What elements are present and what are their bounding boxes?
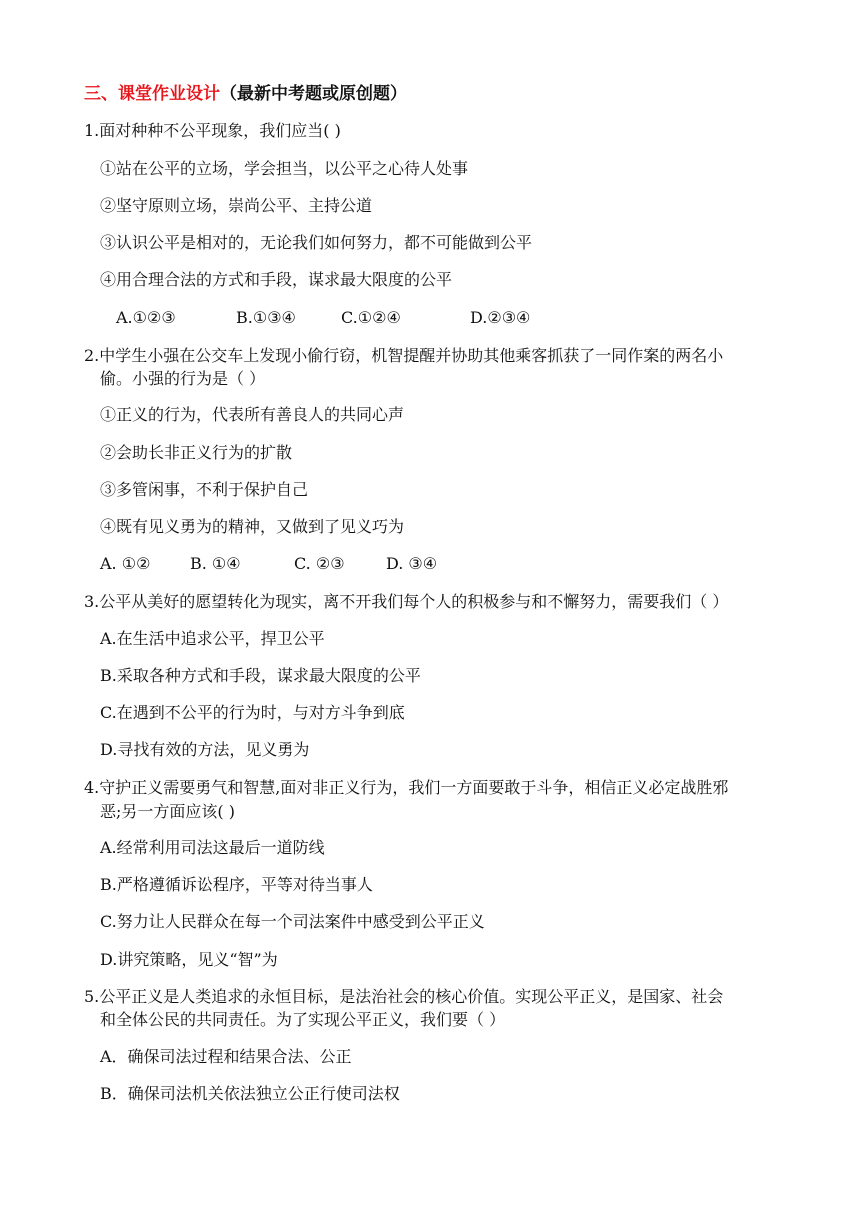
question-1-item-4: ④用合理合法的方式和手段，谋求最大限度的公平 [100,270,453,289]
question-5-stem-line-1: 5.公平正义是人类追求的永恒目标，是法治社会的核心价值。实现公平正义，是国家、社会 [84,987,724,1006]
section-title-red: 三、课堂作业设计 [84,84,220,104]
question-3-option-b: B.采取各种方式和手段，谋求最大限度的公平 [100,666,421,685]
question-2-item-3: ③多管闲事，不利于保护自己 [100,480,309,499]
question-2-item-1: ①正义的行为，代表所有善良人的共同心声 [100,405,405,424]
question-2-choice-d: D. ③④ [386,554,438,573]
question-1-item-3: ③认识公平是相对的，无论我们如何努力，都不可能做到公平 [100,233,533,252]
question-4-option-a: A.经常利用司法这最后一道防线 [100,838,325,857]
question-5-stem-line-2: 和全体公民的共同责任。为了实现公平正义，我们要（ ） [100,1010,506,1029]
question-4-stem-line-1: 4.守护正义需要勇气和智慧,面对非正义行为，我们一方面要敢于斗争，相信正义必定战胜邪 [84,778,729,797]
question-2-choice-b: B. ①④ [190,554,241,573]
question-3-option-d: D.寻找有效的方法，见义勇为 [100,740,310,759]
question-5-option-b: B．确保司法机关依法独立公正行使司法权 [100,1084,400,1103]
question-2-choices [100,552,520,576]
question-1-stem: 1.面对种种不公平现象，我们应当( ) [84,121,341,140]
question-3-option-c: C.在遇到不公平的行为时，与对方斗争到底 [100,703,405,722]
question-2-item-2: ②会助长非正义行为的扩散 [100,443,293,462]
question-4-option-c: C.努力让人民群众在每一个司法案件中感受到公平正义 [100,912,485,931]
question-1-item-2: ②坚守原则立场，崇尚公平、主持公道 [100,196,373,215]
question-1-choice-b: B.①③④ [236,308,296,327]
section-heading [84,82,407,106]
question-4-option-b: B.严格遵循诉讼程序，平等对待当事人 [100,875,373,894]
question-4-option-d: D.讲究策略，见义“智”为 [100,950,278,969]
question-2-item-4: ④既有见义勇为的精神，又做到了见义巧为 [100,517,405,536]
question-2-stem-line-1: 2.中学生小强在公交车上发现小偷行窃，机智提醒并协助其他乘客抓获了一同作案的两名小 [84,346,724,365]
question-1-choice-c: C.①②④ [341,308,401,327]
question-4-stem-line-2: 恶;另一方面应该( ) [100,802,235,821]
question-2-choice-c: C. ②③ [294,554,345,573]
question-3-stem: 3.公平从美好的愿望转化为现实，离不开我们每个人的积极参与和不懈努力，需要我们（ ） [84,592,729,611]
question-2-stem-line-2: 偷。小强的行为是（ ） [100,369,266,388]
question-1-choice-a: A.①②③ [116,308,176,327]
question-1-choices [116,306,616,330]
question-3-option-a: A.在生活中追求公平，捍卫公平 [100,629,325,648]
question-1-item-1: ①站在公平的立场，学会担当，以公平之心待人处事 [100,159,469,178]
question-2-choice-a: A. ①② [100,554,151,573]
question-1-choice-d: D.②③④ [470,308,531,327]
question-5-option-a: A．确保司法过程和结果合法、公正 [100,1047,352,1066]
section-title-note: （最新中考题或原创题） [220,84,407,104]
